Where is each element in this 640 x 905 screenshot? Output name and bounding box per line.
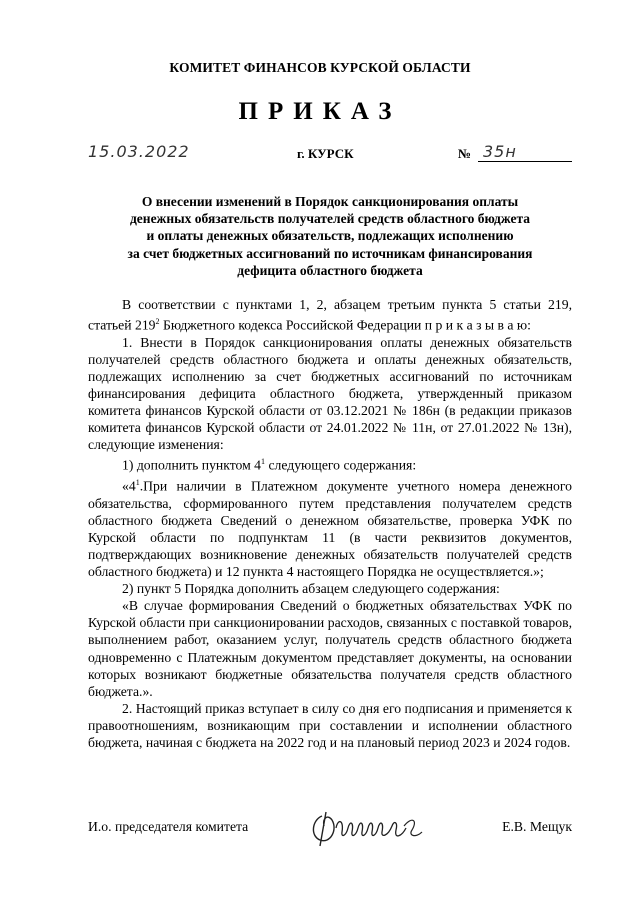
signer-title: И.о. председателя комитета bbox=[88, 819, 249, 834]
subject-line: О внесении изменений в Порядок санкционирования оплаты bbox=[141, 194, 519, 209]
item-1-paragraph: 1. Внести в Порядок санкционирования оплаты денежных обязательств получателей средств областного бюджета и оплаты денежных обязательств, подлежащих исполнению за счет бюджетных ассигнований по источникам финансирования дефицита областного бюджета, утвержденный приказом комитета финансов Курской области от 03.12.2021 № 186н (в редакции приказов комитета финансов Курской области от 24.01.2022 № 11н, от 27.01.2022 № 13н), следующие изменения: bbox=[88, 334, 572, 453]
handwritten-signature bbox=[308, 806, 428, 850]
intro-paragraph: В соответствии с пунктами 1, 2, абзацем третьим пункта 5 статьи 219, статьей $219^2$ Бюджетного кодекса Российской Федерации п р и к а з ы в а ю: bbox=[88, 297, 572, 333]
subject-line: дефицита областного бюджета bbox=[237, 262, 423, 278]
handwritten-number: 35н bbox=[483, 142, 517, 161]
subject-line: денежных обязательств получателей средств областного бюджета bbox=[129, 211, 531, 227]
superscript: 2 bbox=[155, 317, 160, 327]
item-1-1-paragraph: 1) дополнить пунктом $4^1$ следующего содержания: bbox=[122, 457, 417, 473]
superscript: 1 bbox=[135, 478, 140, 488]
handwritten-date: 15.03.2022 bbox=[88, 142, 190, 161]
subject-line: и оплаты денежных обязательств, подлежащих исполнению bbox=[146, 228, 514, 244]
number-label: № bbox=[458, 146, 472, 161]
item-1-2-paragraph: 2) пункт 5 Порядка дополнить абзацем следующего содержания: bbox=[122, 581, 500, 597]
document-body bbox=[88, 296, 572, 751]
number-underline bbox=[478, 161, 572, 162]
superscript: 1 bbox=[261, 457, 266, 467]
quote-2-paragraph: «В случае формирования Сведений о бюджетных обязательствах УФК по Курской области при санкционировании расходов, связанных с поставкой товаров, выполнением работ, оказанием услуг, получатель средств областного бюджета одновременно с Платежным документом представляет документы, на основании которых возникают бюджетные обязательства получателя средств областного бюджета.». bbox=[88, 598, 572, 699]
subject-line: за счет бюджетных ассигнований по источникам финансирования bbox=[127, 245, 533, 261]
committee-header: КОМИТЕТ ФИНАНСОВ КУРСКОЙ ОБЛАСТИ bbox=[169, 60, 471, 75]
signer-name: Е.В. Мещук bbox=[502, 819, 572, 834]
city-label: г. КУРСК bbox=[297, 146, 354, 161]
document-subject bbox=[90, 193, 570, 279]
quote-1-paragraph: «$4^1.При$ наличии в Платежном документе учетного номера денежного обязательства, сформированного путем представления получателем средств областного бюджета Сведений о денежном обязательстве, проверка УФК по Курской области по подпунктам 11 (в части реквизитов документов, подтверждающих возникновение денежных обязательств получателей средств областного бюджета) и 12 пункта 4 настоящего Порядка не осуществляется.»; bbox=[88, 478, 572, 580]
item-2-paragraph: 2. Настоящий приказ вступает в силу со дня его подписания и применяется к правоотношениям, возникающим при составлении и исполнении областного бюджета, начиная с бюджета на 2022 год и на плановый период 2023 и 2024 годов. bbox=[88, 700, 572, 751]
document-type-title: ПРИКАЗ bbox=[238, 98, 402, 125]
